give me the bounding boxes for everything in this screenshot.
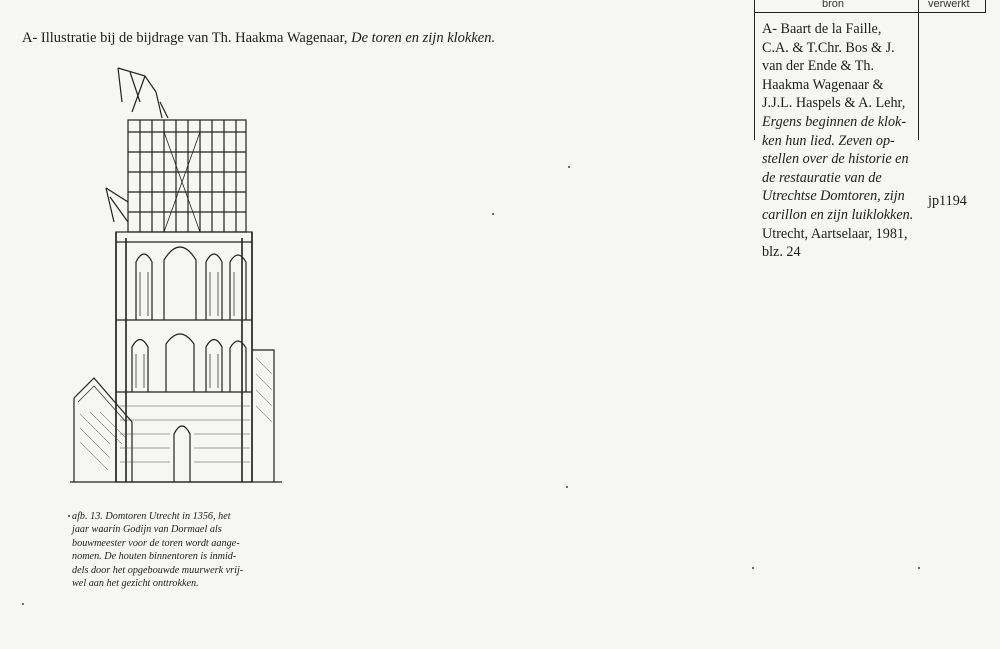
figure-caption [72,510,302,590]
source-line-italic: de restauratie van de [762,169,882,186]
scan-speck [22,603,24,605]
scan-speck [568,166,570,168]
caption-line: dels door het opgebouwde muurwerk vrij- [72,564,244,576]
scan-speck [918,567,920,569]
source-reference [762,20,932,243]
source-line: C.A. & T.Chr. Bos & J. [762,39,895,56]
source-line-italic: stellen over de historie en [762,151,909,168]
page-reference: blz. 24 [762,244,801,260]
scan-speck [492,213,494,215]
header-verwerkt: verwerkt [928,0,970,10]
table-header-line [754,12,986,13]
source-line: J.J.L. Haspels & A. Lehr, [762,95,906,112]
source-line: van der Ende & Th. [762,58,875,75]
source-line-italic: carillon en zijn luiklokken. [762,206,914,223]
source-line: A- Baart de la Faille, [762,21,882,37]
table-border-left [754,0,755,140]
table-border-right [985,0,986,12]
source-line: Utrecht, Aartselaar, 1981, [762,225,908,242]
scan-speck [68,515,70,517]
source-line-italic: Utrechtse Domtoren, zijn [762,188,905,205]
page-title [22,30,495,47]
caption-line: jaar waarin Godijn van Dormael als [72,524,222,536]
caption-line: nomen. De houten binnentoren is inmid- [72,551,237,563]
source-line: Haakma Wagenaar & [762,76,884,93]
scan-speck [752,567,754,569]
caption-line: bouwmeester voor de toren wordt aange- [72,537,240,549]
header-bron: bron [822,0,845,10]
caption-line: wel aan het gezicht onttrokken. [72,578,199,590]
scan-speck [566,486,568,488]
title-prefix: A- Illustratie bij de bijdrage van Th. Haakma Wagenaar, [22,30,352,46]
caption-line: afb. 13. Domtoren Utrecht in 1356, het [72,511,231,522]
tower-illustration [70,62,285,497]
source-line-italic: Ergens beginnen de klok- [762,113,907,130]
source-line-italic: ken hun lied. Zeven op- [762,132,895,149]
processing-code: jp1194 [928,193,967,209]
title-work: De toren en zijn klokken. [351,30,496,46]
